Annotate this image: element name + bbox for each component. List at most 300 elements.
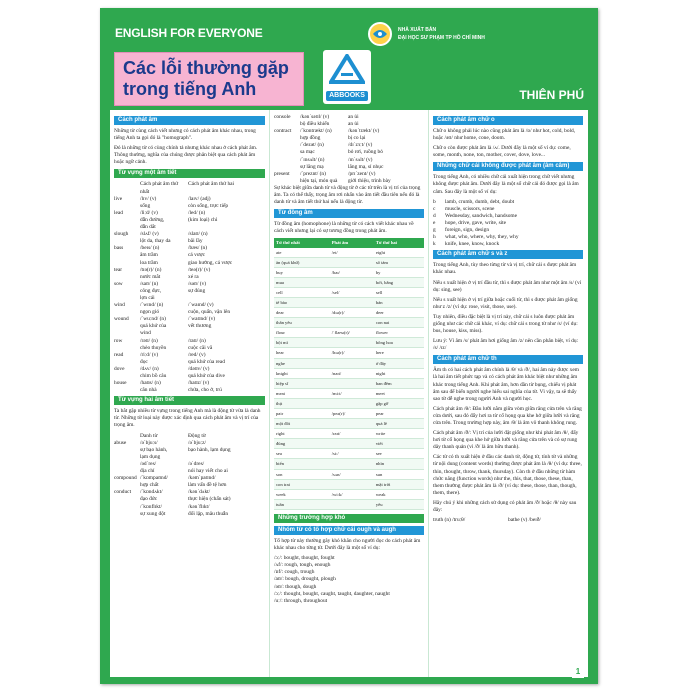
word-list [274,114,424,185]
table-cell: night [374,368,424,378]
list-item [114,345,265,352]
table-cell: week [274,489,330,499]
abbooks-logo [323,50,371,104]
table-cell: /et/ [330,248,374,258]
example-cell: hope, drive, gave, write, site [445,219,507,226]
table-cell: deer [374,308,424,318]
word-cell [114,274,140,281]
list-item [274,114,424,121]
table-cell: gặp gỡ [374,398,424,408]
word-cell: abuse [114,439,127,446]
list-item [274,178,424,185]
word-cell: present [274,170,290,177]
list-item: /uː/: through, throughout [274,597,328,604]
word-cell: cá vược [188,252,205,259]
word-cell: wound [114,316,129,323]
word-cell [114,447,140,454]
table-row [274,297,424,307]
section-header: Từ đồng âm [274,209,424,218]
list-item [433,241,583,248]
word-list [114,440,265,518]
word-cell: giao hưởng, cá vược [188,259,233,266]
list-item [114,217,265,224]
list-item [274,164,424,171]
table-row [274,328,424,338]
word-cell [114,203,140,210]
table-cell [330,439,374,449]
word-cell: dẫn đường, [140,216,165,223]
table-cell: meat [274,388,330,398]
word-cell [114,345,140,352]
page-number: 1 [572,666,584,678]
table-cell: nhìn [374,459,424,469]
word-cell [114,504,140,511]
publisher-line1: NHÀ XUẤT BẢN [398,27,437,33]
paragraph: Đó là những từ có cùng chính tả nhưng khác nhau ở cách phát âm. Thông thường, nghĩa của chúng được phân biệt qua cách phát âm hoặc ngữ cảnh. [114,145,258,166]
example-cell: lamb, crumb, dumb, debt, doubt [445,198,515,205]
word-cell: /haʊz/ (v) [188,380,210,387]
word-cell: /ˈwɪnd/ (n) [140,302,164,309]
word-cell: lợn cái [140,294,155,301]
list-item [114,380,265,387]
table-header: Phát âm [330,238,374,247]
word-cell: house [114,380,127,387]
word-cell: /ɪnˈsʌlt/ (v) [348,156,373,163]
list-item [274,157,424,164]
word-cell: /ˈwuːnd/ (n) [140,316,166,323]
word-cell: /saʊ/ (n) [140,280,159,287]
table-cell: mua [274,277,330,287]
example-cell: knife, knee, know, knock [445,241,500,248]
word-cell: /haʊs/ (n) [140,380,161,387]
word-cell: /dəʊv/ (v) [188,365,210,372]
table-row [274,499,424,509]
word-cell [114,224,140,231]
list-item [114,447,265,454]
word-cell: /ˈkɒmpaʊnd/ [140,475,168,482]
word-cell: /teə(r)/ (v) [188,266,211,273]
silent-letter-list [433,199,583,249]
table-cell: mặt trời [374,479,424,489]
table-cell: bông hoa [374,338,424,348]
list-item [114,440,265,447]
table-cell: thịt [274,398,330,408]
table-cell: /naɪt/ [330,368,374,378]
list-item: /aʊ/: bough, drought, plough [274,576,336,583]
word-cell [114,295,140,302]
word-cell: bạo hành, lạm dụng [188,446,231,453]
word-cell: /əˈbjuːs/ [140,439,158,446]
word-cell: /beɪs/ (n) [140,245,160,252]
word-cell [114,461,140,468]
paragraph: Cách phát âm /θ/: Đầu lưỡi nằm giữa vòm giữa răng cửa trên và răng cửa dưới, sau đó đẩy hơi ra từ cổ họng qua khe hở giữa lưỡi và răng cửa trên. Trong trường hợp này, âm /θ/ là âm vô thanh không rung. [433,405,582,426]
paragraph: Tuy nhiên, điều đặc biệt là vị trí này, chữ cái s luôn được phát âm giống như các chữ cái khác, ví dụ: chữ cái s trong từ như /s/ (ví dụ: bus, house, kiss, miss). [433,313,578,335]
table-cell [330,257,374,267]
list-item [114,387,265,394]
table-cell: sea [274,449,330,459]
word-cell [274,157,300,164]
paragraph: Sự khác biệt giữa danh từ và động từ ở các từ trên là vị trí của trọng âm. Ta có thể thấy, trọng âm rơi nhấn vào âm tiết đầu tiên nếu đó là danh từ và âm tiết thứ hai nếu là động từ. [274,184,421,206]
list-item [114,496,265,503]
word-cell: loa trầm [140,259,158,266]
paragraph: Nếu s xuất hiện ở vị trí giữa hoặc cuối từ, thì s được phát âm giống như z /z/ (ví dụ: rose, visit, those, use). [433,296,578,310]
list-item [114,245,265,252]
sub-header: Danh từ [140,432,158,439]
section-header: Cách phát âm [114,116,265,125]
table-cell: cell [274,287,330,297]
list-item [433,199,583,206]
table-row [274,378,424,388]
table-row [274,459,424,469]
list-item [114,196,265,203]
list-item [114,323,265,330]
table-cell: eight [374,248,424,258]
paragraph: Trong tiếng Anh, có nhiều chữ cái xuất hiện trong chữ viết nhưng không được phát âm. Dưới đây là một số chữ cái đó được gọi là âm câm. Sau đây là một số ví dụ: [433,174,579,195]
word-cell: row [114,337,123,344]
table-row [274,318,424,328]
table-cell: by [374,267,424,277]
table-cell: tuần [274,499,330,509]
sub-header: Cách phát âm thứ nhất [140,181,179,195]
letter-cell: h [433,234,436,241]
word-cell: quá khứ của read [188,358,225,365]
table-row [274,358,424,368]
section-header: Cách phát âm chữ o [433,116,583,125]
word-cell: /əˈdres/ [188,460,205,467]
series-title: ENGLISH FOR EVERYONE [115,26,263,40]
table-cell: biển [274,459,330,469]
table-cell: /miːt/ [330,388,374,398]
table-cell [330,398,374,408]
table-cell: see [374,449,424,459]
table-cell: nghe [274,358,330,368]
word-cell: ngọn gió [140,309,160,316]
word-cell [114,373,140,380]
paragraph: Cách phát âm /ð/: Vị trí của lưỡi đặt giống như khi phát âm /θ/, đẩy hơi từ cổ họng qua khe hở giữa lưỡi và răng cửa trên và có sự rung dây thanh quản (vì /ð/ là âm hữu thanh). [433,430,579,451]
word-cell: /ˈɪnsʌlt/ (n) [300,156,325,163]
list-item [433,220,583,227]
word-cell: lead [114,209,123,216]
content-area [110,110,588,677]
list-item [114,330,265,337]
word-cell: cuộn, quấn, vặn lên [188,309,231,316]
example-cell: muscle, scissors, scene [445,205,495,212]
table-row [274,429,424,439]
section-header: Cách phát âm chữ th [433,355,583,364]
section-header: Những chữ cái không được phát âm (âm câm) [433,162,583,171]
table-cell: flower [374,328,424,338]
title-line2: trong tiếng Anh [123,79,257,99]
word-cell: live [114,195,123,202]
list-item [114,281,265,288]
word-cell: đạo đức [140,496,158,503]
word-cell: giới thiệu, trình bày [348,177,391,184]
word-cell: wind [114,302,125,309]
word-cell: bị co lại [348,135,366,142]
list-item: /ɒf/: cough, trough [274,569,315,576]
paragraph: Chữ o còn được phát âm là /ʌ/. Dưới đây là một số ví dụ: come, some, month, none, ton, mother, cover, dove, love... [433,145,571,159]
word-cell: /lɪv/ (v) [140,195,157,202]
sub-header: Cách phát âm thứ hai [188,181,235,188]
word-cell [274,121,300,128]
word-cell: lột da, thay da [140,238,171,245]
word-cell: /led/ (n) [188,209,206,216]
table-cell [330,419,374,429]
section-header: Cách phát âm chữ s và z [433,250,583,259]
word-cell: hợp chất [140,482,159,489]
word-cell [114,330,140,337]
table-cell: con nai [374,318,424,328]
footer-example: bathe (v) /beɪð/ [508,517,541,524]
word-cell: sự đúng [188,287,206,294]
word-cell: /riːd/ (v) [140,351,159,358]
letter-cell: k [433,241,436,248]
word-cell: /dʌv/ (n) [140,365,159,372]
word-cell: /raʊ/ (n) [188,337,206,344]
word-cell: quá khứ của [140,323,167,330]
word-cell: conduct [114,489,132,496]
abbooks-logo-icon [329,54,365,84]
word-cell: sống [140,202,151,209]
word-cell: wind [140,330,151,337]
list-item [114,252,265,259]
table-cell [330,277,374,287]
word-cell: compound [114,475,137,482]
word-cell: làm vấn đề tệ hơn [188,482,227,489]
letter-cell: c [433,205,436,212]
table-row [274,469,424,479]
table-cell [330,479,374,489]
table-row [274,398,424,408]
table-cell: weak [374,489,424,499]
table-cell: sell [374,287,424,297]
word-cell: /ˈkɒnflɪkt/ [140,503,162,510]
word-cell [274,149,300,156]
list-item [114,366,265,373]
footer-examples [433,517,583,524]
list-item [114,288,265,295]
word-cell [274,178,300,185]
list-item [114,295,265,302]
list-item: /ʌf/: rough, tough, enough [274,562,331,569]
word-cell: sự bạo hành, [140,446,168,453]
paragraph: Lưu ý: Vì âm /s/ phát âm hơi giống âm /z/ nên cần phân biệt, ví dụ: /s/ /ɪz/ [433,338,579,352]
table-cell: pear [374,409,424,419]
table-cell: bột mì [274,338,330,348]
sub-header: Động từ [188,432,206,439]
word-cell: nói hay viết cho ai [188,468,228,475]
paragraph: Hãy chú ý khi những cách sử dụng có phát âm /ð/ hoặc /θ/ này sau đây: [433,499,577,514]
example-cell: Wednesday, sandwich, handsome [445,212,517,219]
word-cell: /slaʊ/ (n) [188,231,208,238]
cheat-sheet [100,8,598,684]
table-row [274,368,424,378]
word-cell: nước mắt [140,273,161,280]
sub-header-row [114,433,265,440]
example-cell: what, who, where, why, they, why [445,234,519,241]
word-list [114,196,265,395]
table-cell: /baɪ/ [330,267,374,277]
word-cell [114,323,140,330]
table-cell: bởi, bằng [374,277,424,287]
table-cell: /peə(r)/ [330,409,374,419]
word-cell: /kəmˈpaʊnd/ [188,475,216,482]
word-cell: /kənˈflɪkt/ [188,503,210,510]
word-cell: (kim loại) chì [188,216,218,223]
column-2 [269,110,428,677]
word-cell: /səʊ/ (v) [188,280,207,287]
table-row [274,489,424,499]
list-item [274,171,424,178]
word-cell: đọc [140,358,148,365]
word-cell [274,135,300,142]
table-cell: viết [374,439,424,449]
column-1 [110,110,269,677]
paragraph: Nếu s xuất hiện ở vị trí đầu từ, thì s được phát âm như một âm /s/ (ví dụ: sing, see) [433,279,582,293]
paragraph: Những từ cùng cách viết nhưng có cách phát âm khác nhau, trong tiếng Anh ta gọi đó là "homograph". [114,128,256,142]
word-cell [114,496,140,503]
title-box [114,52,304,106]
table-row [274,479,424,489]
table-row [274,267,424,277]
word-cell [114,482,140,489]
section-header: Từ vựng một âm tiết [114,169,265,178]
abbooks-label: ABBOOKS [326,91,368,101]
table-cell [330,318,374,328]
list-item: /ɔː/: thought, bought, caught, taught, daughter, naught [274,590,390,597]
table-cell: here [374,348,424,358]
publisher-line2: ĐẠI HỌC SƯ PHẠM TP HỒ CHÍ MINH [398,35,485,41]
word-cell: /kənˈsəʊl/ (v) [300,114,330,120]
table-cell [330,378,374,388]
table-cell: sun [374,469,424,479]
word-cell: đối lập, mâu thuẫn [188,510,229,517]
word-cell: sự lăng mạ [300,163,324,170]
table-row [274,257,424,267]
word-cell: bãi lầy [188,238,203,245]
table-cell: ở đây [374,358,424,368]
homophone-table [274,238,424,510]
word-cell: /ˈkɒndʌkt/ [140,489,163,496]
table-cell [330,459,374,469]
table-cell: meet [374,388,424,398]
word-cell: sự xung đột [140,510,166,517]
table-cell: bán [374,297,424,307]
list-item: /ɔː/: bought, thought, fought [274,555,335,562]
table-cell: con trai [274,479,330,489]
letter-cell: d [433,212,436,219]
list-item [114,274,265,281]
word-cell: lạm dụng [140,453,161,460]
word-cell: dove [114,365,125,372]
word-cell [188,454,265,461]
word-cell: /rəʊ/ (n) [140,337,158,344]
word-cell: /ˈkɒntrækt/ (n) [300,128,332,135]
footer-example: truth (n) /truːθ/ [433,517,466,524]
table-cell: đúng [274,439,330,449]
word-cell: /dɪˈzɜːt/ (v) [348,142,373,149]
list-item [433,227,583,234]
word-cell [114,468,140,475]
table-cell: /ˈflaʊə(r)/ [330,328,374,338]
list-item [114,468,265,475]
table-cell: knight [274,368,330,378]
table-cell: /hɪə(r)/ [330,348,374,358]
table-row [274,338,424,348]
section-header: Nhóm từ có tổ hợp chữ cái ough và augh [274,526,424,535]
word-cell [114,238,140,245]
word-cell [114,288,140,295]
table-cell: yếu [374,499,424,509]
table-row [274,388,424,398]
table-row [274,409,424,419]
word-cell: sa mạc [300,149,315,156]
letter-cell: b [433,198,436,205]
word-cell [114,387,140,394]
word-cell: tear [114,266,123,273]
word-cell: căn nhà [140,387,157,394]
table-cell: /raɪt/ [330,429,374,439]
list-item [274,149,424,156]
publisher-logo-icon [368,22,392,46]
word-cell: contract [274,128,292,135]
word-cell: /ˈdezət/ (n) [300,142,324,149]
word-cell: /slʌf/ (v) [140,231,159,238]
table-row [274,439,424,449]
table-cell: right [274,429,330,439]
example-list [274,555,424,605]
table-cell: pair [274,409,330,419]
word-cell: /kənˈdʌkt/ [188,489,211,496]
word-cell [188,295,265,302]
word-cell: /liːd/ (v) [140,209,158,216]
word-cell [114,217,140,224]
list-item [114,511,265,518]
section-header: Những trường hợp khó [274,514,424,523]
word-cell: read [114,351,124,358]
word-cell: /ˈpreznt/ (n) [300,170,326,177]
word-cell: xé ra [188,273,199,280]
word-cell: bộ điều khiển [300,121,330,128]
word-cell [274,142,300,149]
letter-cell: e [433,219,436,226]
table-cell: /dɪə(r)/ [330,308,374,318]
paragraph: Chữ o không phải lúc nào cũng phát âm là /ɒ/ như hot, cold, bold, hoặc /əʊ/ như home, cone, doom. [433,128,576,142]
table-cell: một đôi [274,419,330,429]
table-cell: số tám [374,257,424,267]
word-cell: cuộc cãi vã [188,344,213,351]
list-item [114,338,265,345]
table-cell [330,499,374,509]
table-row [274,277,424,287]
word-cell: /prɪˈzent/ (v) [348,170,376,177]
word-cell: âm trầm [140,252,158,259]
list-item [114,504,265,511]
paragraph: Tổ hợp từ này thường gây khó khăn cho người đọc do cách phát âm khác nhau cho từng từ. Dưới đây là một số ví dụ: [274,537,421,552]
word-cell: hiện tại, món quà [300,177,338,184]
word-cell: an ủi [348,121,359,128]
word-cell [114,309,140,316]
list-item [114,203,265,210]
table-cell: /sʌn/ [330,469,374,479]
word-cell: /ədˈres/ [140,460,157,467]
word-cell: /ˈwaɪnd/ (v) [188,302,214,309]
table-cell: quả lê [374,419,424,429]
word-cell [114,359,140,366]
table-cell: ate [274,248,330,258]
word-cell: /ˈwaʊnd/ (v) [188,316,216,323]
word-cell: công đực, [140,287,162,294]
